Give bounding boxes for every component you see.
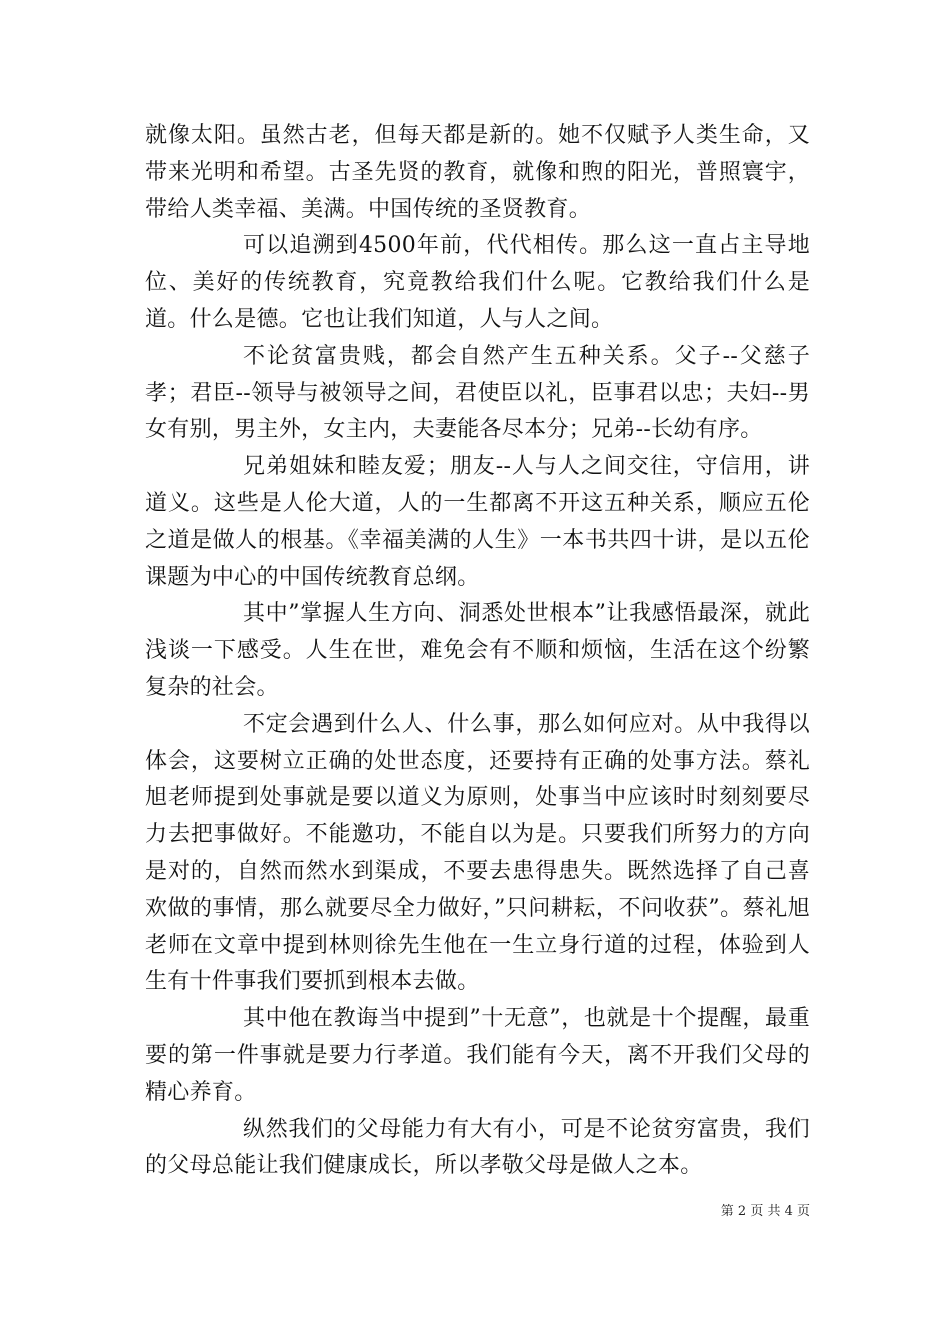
paragraph-7: 其中他在教诲当中提到”十无意”，也就是十个提醒，最重要的第一件事就是要力行孝道。我们能有今天，离不开我们父母的精心养育。 [145,1006,810,1105]
paragraph-2: 可以追溯到4500年前，代代相传。那么这一直占主导地位、美好的传统教育，究竟教给我们什么呢。它教给我们什么是道。什么是德。它也让我们知道，人与人之间。 [145,233,810,332]
page-number-footer: 第 2 页 共 4 页 [720,1204,810,1219]
paragraph-4: 兄弟姐妹和睦友爱；朋友--人与人之间交往，守信用，讲道义。这些是人伦大道，人的一生都离不开这五种关系，顺应五伦之道是做人的根基。《幸福美满的人生》一本书共四十讲，是以五伦课题为中心的中国传统教育总纲。 [145,454,810,590]
paragraph-6: 不定会遇到什么人、什么事，那么如何应对。从中我得以体会，这要树立正确的处世态度，还要持有正确的处事方法。蔡礼旭老师提到处事就是要以道义为原则，处事当中应该时时刻刻要尽力去把事做好。不能邀功，不能自以为是。只要我们所努力的方向是对的，自然而然水到渠成，不要去患得患失。既然选择了自己喜欢做的事情，那么就要尽全力做好，”只问耕耘，不问收获”。蔡礼旭老师在文章中提到林则徐先生他在一生立身行道的过程，体验到人生有十件事我们要抓到根本去做。 [145,711,810,995]
paragraph-3: 不论贫富贵贱，都会自然产生五种关系。父子--父慈子孝；君臣--领导与被领导之间，君使臣以礼，臣事君以忠；夫妇--男女有别，男主外，女主内，夫妻能各尽本分；兄弟--长幼有序。 [145,343,810,443]
paragraph-8: 纵然我们的父母能力有大有小，可是不论贫穷富贵，我们的父母总能让我们健康成长，所以孝敬父母是做人之本。 [145,1116,810,1179]
document-body [145,118,810,1185]
paragraph-5: 其中”掌握人生方向、洞悉处世根本”让我感悟最深，就此浅谈一下感受。人生在世，难免会有不顺和烦恼，生活在这个纷繁复杂的社会。 [145,601,810,700]
paragraph-1: 就像太阳。虽然古老，但每天都是新的。她不仅赋予人类生命，又带来光明和希望。古圣先贤的教育，就像和煦的阳光，普照寰宇，带给人类幸福、美满。中国传统的圣贤教育。 [145,123,810,222]
